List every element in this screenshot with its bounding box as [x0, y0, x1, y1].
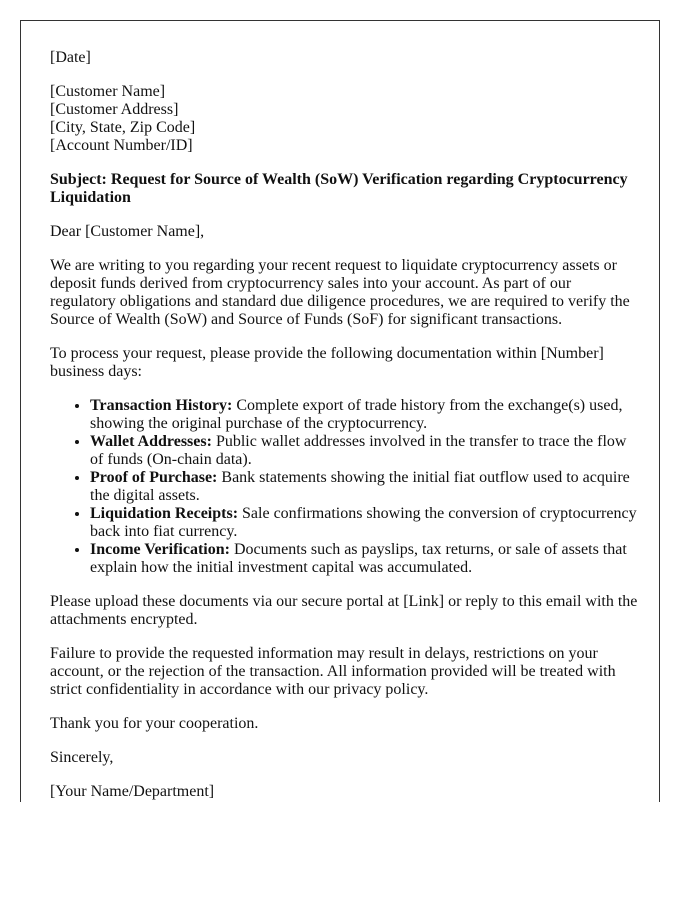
document-item-description: Sale confirmations showing the conversion of cryptocurrency back into fiat currency. [90, 505, 637, 540]
thanks-line: Thank you for your cooperation. [50, 715, 259, 732]
document-item-title: Wallet Addresses: [90, 433, 212, 450]
upload-instructions-paragraph: Please upload these documents via our secure portal at [Link] or reply to this email with the attachments encrypted. [50, 593, 638, 628]
recipient-name: [Customer Name] [50, 83, 166, 100]
request-paragraph: To process your request, please provide the following documentation within [Number] business days: [50, 345, 604, 380]
signature-line: [Your Name/Department] [50, 783, 215, 800]
document-item-title: Liquidation Receipts: [90, 505, 239, 522]
letter-date: [Date] [50, 49, 91, 66]
intro-paragraph: We are writing to you regarding your recent request to liquidate cryptocurrency assets or deposit funds derived from cryptocurrency sales into your account. As part of our regulatory obligations and standard due diligence procedures, we are required to verify the Source of Wealth (SoW) and Source of Funds (SoF) for significant transactions. [50, 257, 630, 328]
letter-content [50, 49, 640, 802]
document-item-description: Documents such as payslips, tax returns, or sale of assets that explain how the initial investment capital was accumulated. [90, 541, 627, 576]
warning-paragraph: Failure to provide the requested information may result in delays, restrictions on your account, or the rejection of the transaction. All information provided will be treated with strict confidentiality in accordance with our privacy policy. [50, 645, 616, 698]
letter-salutation: Dear [Customer Name], [50, 223, 205, 240]
document-item-wallet-addresses [90, 433, 640, 469]
required-documents-list [50, 397, 640, 577]
document-item-proof-of-purchase [90, 469, 640, 505]
document-item-title: Income Verification: [90, 541, 230, 558]
document-item-description: Complete export of trade history from the exchange(s) used, showing the original purchase of the cryptocurrency. [90, 397, 623, 432]
document-item-description: Public wallet addresses involved in the transfer to trace the flow of funds (On-chain data). [90, 433, 627, 468]
recipient-city-state-zip: [City, State, Zip Code] [50, 119, 196, 136]
document-item-description: Bank statements showing the initial fiat outflow used to acquire the digital assets. [90, 469, 630, 504]
recipient-address: [Customer Address] [50, 101, 179, 118]
recipient-address-block [50, 83, 640, 155]
closing-line: Sincerely, [50, 749, 114, 766]
letter-frame [20, 20, 660, 802]
document-item-title: Proof of Purchase: [90, 469, 218, 486]
document-item-liquidation-receipts [90, 505, 640, 541]
document-item-title: Transaction History: [90, 397, 233, 414]
recipient-account-number: [Account Number/ID] [50, 137, 193, 154]
letter-subject: Subject: Request for Source of Wealth (SoW) Verification regarding Cryptocurrency Liquidation [50, 171, 628, 206]
document-item-transaction-history [90, 397, 640, 433]
document-item-income-verification [90, 541, 640, 577]
